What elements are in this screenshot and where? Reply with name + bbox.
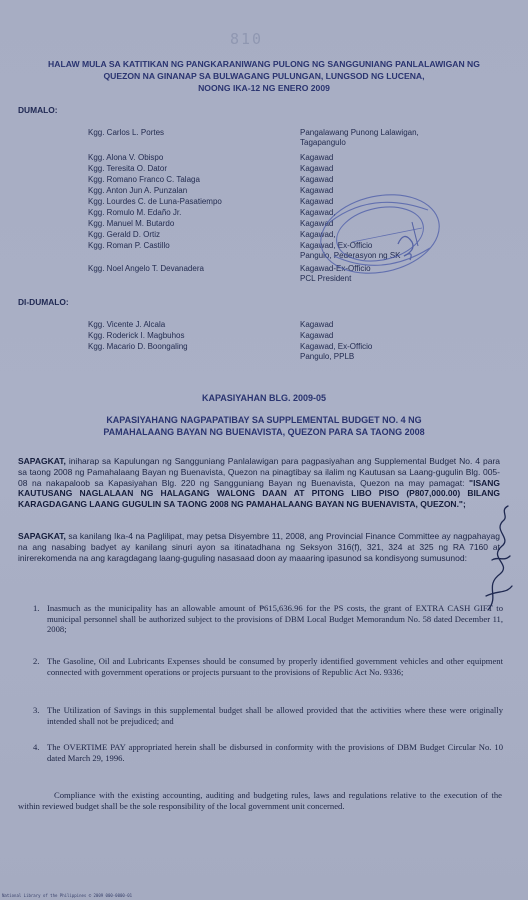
member-role: Kagawad bbox=[300, 320, 334, 329]
present-label: DUMALO: bbox=[18, 105, 58, 115]
member-role: Kagawad, bbox=[300, 208, 336, 217]
member-name: Kgg. Roderick I. Magbuhos bbox=[88, 331, 185, 340]
resolution-number: KAPASIYAHAN BLG. 2009-05 bbox=[201, 393, 327, 403]
whereas-body: iniharap sa Kapulungan ng Sangguniang Panlalawigan para pagpasiyahan ang Supplemental Budget No. 4 para sa taong 2008 ng Pamahalaang Bayan ng Buenavista, Quezon na pinagtibay sa ilalim ng Kautusan sa Laang-gugulin Blg. 005-08 na nakapaloob sa Kapasiyahan Blg. 220 ng Sangguniang Bayan ng Buenavista, Quezon na may pamagat: bbox=[18, 456, 500, 488]
member-role: Kagawad bbox=[300, 197, 334, 206]
member-name: Kgg. Teresita O. Dator bbox=[88, 164, 167, 173]
member-role: Kagawad, bbox=[300, 230, 336, 239]
member-role: Kagawad bbox=[300, 219, 334, 228]
member-name: Kgg. Alona V. Obispo bbox=[88, 153, 164, 162]
member-role: Kagawad bbox=[300, 164, 334, 173]
condition-text: The OVERTIME PAY appropriated herein shall be disbursed in conformity with the provisions of DBM Budget Circular No. 10 dated March 29, 1996. bbox=[47, 742, 503, 763]
absent-label: DI-DUMALO: bbox=[18, 297, 69, 307]
member-name: Kgg. Roman P. Castillo bbox=[88, 241, 170, 250]
member-name: Kgg. Anton Jun A. Punzalan bbox=[88, 186, 188, 195]
member-name: Kgg. Lourdes C. de Luna-Pasatiempo bbox=[88, 197, 222, 206]
member-role: Kagawad-Ex-Officio PCL President bbox=[300, 264, 371, 283]
header-line-1: HALAW MULA SA KATITIKAN NG PANGKARANIWANG PULONG NG SANGGUNIANG PANLALAWIGAN NG bbox=[48, 59, 480, 69]
condition-text: The Utilization of Savings in this supplemental budget shall be allowed provided that the activities where these were originally intended shall not be prejudiced; and bbox=[47, 705, 503, 726]
member-name: Kgg. Manuel M. Butardo bbox=[88, 219, 175, 228]
member-name: Kgg. Vicente J. Alcala bbox=[88, 320, 166, 329]
member-role: Kagawad bbox=[300, 153, 334, 162]
page-number: 810 bbox=[230, 30, 264, 48]
whereas-paragraph-2 bbox=[18, 531, 500, 563]
member-role: Kagawad bbox=[300, 331, 334, 340]
header-line-2: QUEZON NA GINANAP SA BULWAGANG PULUNGAN, LUNGSOD NG LUCENA, bbox=[103, 71, 425, 81]
member-name: Kgg. Romano Franco C. Talaga bbox=[88, 175, 200, 184]
member-name: Kgg. Noel Angelo T. Devanadera bbox=[88, 264, 204, 273]
signature-icon bbox=[478, 500, 518, 620]
whereas-body: sa kanilang Ika-4 na Paglilipat, may petsa Disyembre 11, 2008, ang Provincial Finance Committee ay nagpahayag na ang nasabing badyet ay kanilang sinuri ayon sa itinatadhana ng Seksyon 316(f), 321, 324 at 325 ng RA 7160 at inirerekomenda na ang karagdagang laang-guguling nasasaad doon ay maaaring ipasunod sa kondisyong sumusunod: bbox=[18, 531, 500, 563]
condition-number: 3. bbox=[33, 705, 40, 715]
member-name: Kgg. Gerald D. Ortiz bbox=[88, 230, 161, 239]
member-role: Pangalawang Punong Lalawigan, Tagapangulo bbox=[300, 128, 419, 147]
member-role: Kagawad bbox=[300, 186, 334, 195]
header-line-3: NOONG IKA-12 NG ENERO 2009 bbox=[198, 83, 330, 93]
ordinance-title-quote: "ISANG KAUTUSANG NAGLALAAN NG HALAGANG WALONG DAAN AT PITONG LIBO PISO (P807,000.00) BILANG KARAGDAGANG LAANG GUGULIN SA TAONG 2008 NG PAMAHALAANG BAYAN NG BUENAVISTA, QUEZON."; bbox=[18, 477, 500, 510]
whereas-lead: SAPAGKAT, bbox=[18, 456, 66, 466]
resolution-title-line-1: KAPASIYAHANG NAGPAPATIBAY SA SUPPLEMENTAL BUDGET NO. 4 NG bbox=[106, 415, 422, 425]
whereas-paragraph-1 bbox=[18, 456, 500, 510]
received-stamp-icon bbox=[312, 182, 452, 282]
member-role: Kagawad bbox=[300, 175, 334, 184]
closing-paragraph: Compliance with the existing accounting, auditing and budgeting rules, laws and regulations relative to the execution of the within reviewed budget shall be the sole responsibility of the local government unit concerned. bbox=[18, 790, 502, 811]
whereas-lead: SAPAGKAT, bbox=[18, 531, 66, 541]
member-name: Kgg. Romulo M. Edaño Jr. bbox=[88, 208, 182, 217]
member-name: Kgg. Carlos L. Portes bbox=[88, 128, 165, 137]
member-name: Kgg. Macario D. Boongaling bbox=[88, 342, 188, 351]
condition-number: 1. bbox=[33, 603, 40, 613]
condition-number: 2. bbox=[33, 656, 40, 666]
member-role: Kagawad, Ex-Officio Pangulo, Pederasyon ng SK bbox=[300, 241, 401, 260]
condition-number: 4. bbox=[33, 742, 40, 752]
condition-text: The Gasoline, Oil and Lubricants Expenses should be consumed by properly identified government vehicles and other equipment connected with government operations or projects pursuant to the provisions of Republic Act No. 9336; bbox=[47, 656, 503, 677]
resolution-title-line-2: PAMAHALAANG BAYAN NG BUENAVISTA, QUEZON PARA SA TAONG 2008 bbox=[103, 427, 425, 437]
condition-text: Inasmuch as the municipality has an allowable amount of ₱615,636.96 for the PS costs, the grant of EXTRA CASH GIFT to municipal personnel shall be authorized subject to the provisions of DBM Local Budget Memorandum No. 58 dated December 11, 2008; bbox=[47, 603, 503, 635]
footer-credit: National Library of the Philippines © 2009 000-0000-01 bbox=[2, 893, 133, 898]
member-role: Kagawad, Ex-Officio Pangulo, PPLB bbox=[300, 342, 373, 361]
